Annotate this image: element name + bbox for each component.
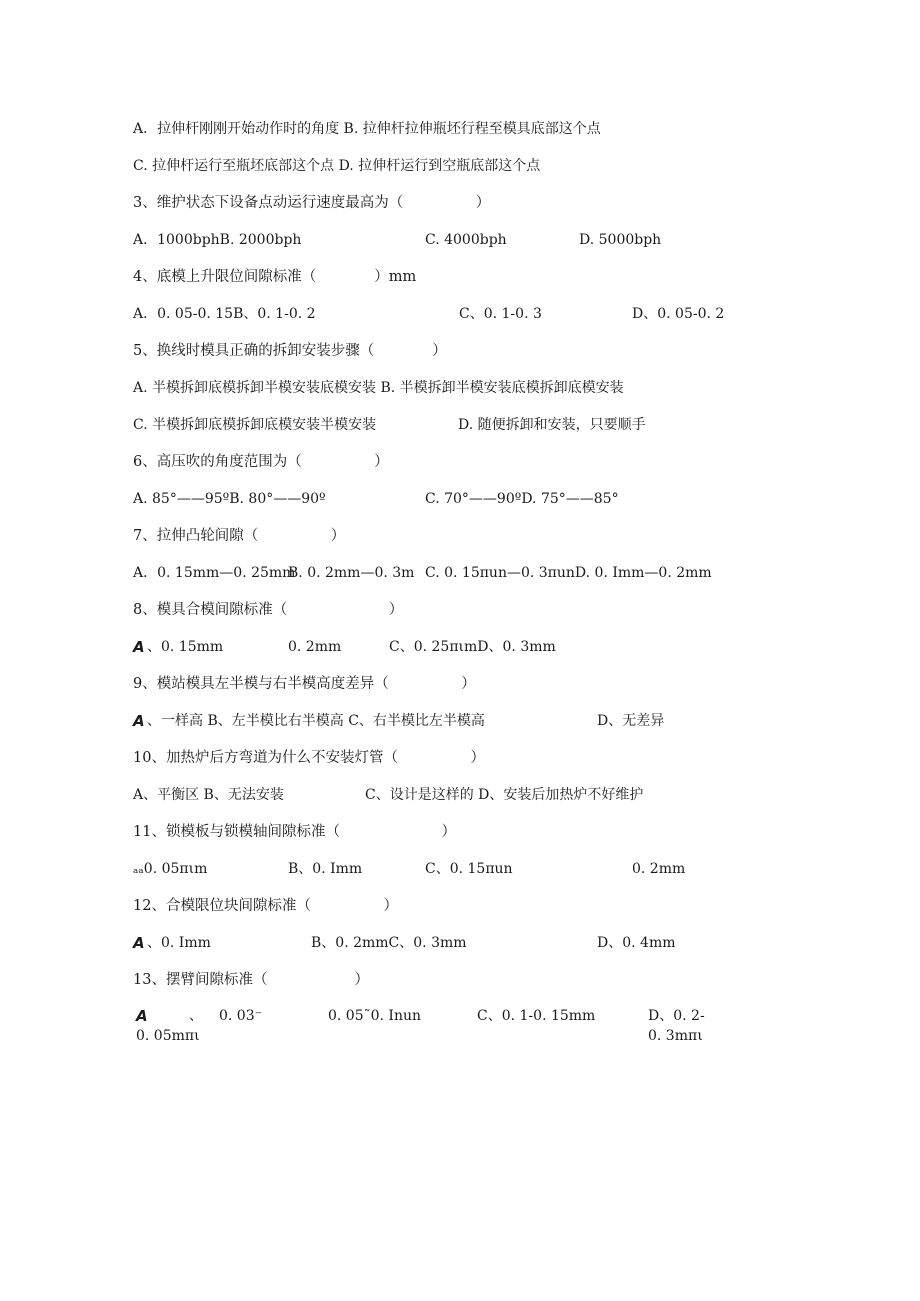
option-c: C. 4000bph — [425, 232, 507, 248]
option-ab: A. 85°——95ºB. 80°——90º — [133, 491, 326, 507]
option-d-end: 0. 3mπι — [648, 1028, 703, 1044]
option-b: 0. 2mm — [288, 639, 342, 655]
option-a: ₐₐ0. 05πιm — [133, 861, 208, 877]
question-4-options — [133, 305, 833, 323]
option-a-value-end: 0. 05mπι — [136, 1028, 200, 1044]
option-c: C、0. 15πun — [425, 861, 513, 877]
question-4-stem: 4、底模上升限位间隙标准（ ）mm — [133, 269, 417, 285]
option-a: A．0. 15mm—0. 25mm — [133, 565, 296, 581]
option-cd: C、0. 25πιmD、0. 3mm — [389, 639, 556, 655]
question-12-options — [133, 934, 833, 952]
option-a-letter: A — [136, 1007, 148, 1025]
question-10-stem: 10、加热炉后方弯道为什么不安装灯管（ ） — [133, 750, 485, 766]
question-12-stem: 12、合模限位块间隙标准（ ） — [133, 898, 398, 914]
option-b: B、0. Imm — [288, 861, 363, 877]
option-abc: 、一样高 B、左半模比右半模高 C、右半模比左半模高 — [147, 713, 485, 729]
option-cd: C. 70°——90ºD. 75°——85° — [425, 491, 619, 507]
question-11-stem: 11、锁模板与锁模轴间隙标准（ ） — [133, 824, 456, 840]
question-7-options — [133, 564, 833, 582]
question-13-stem: 13、摆臂间隙标准（ ） — [133, 972, 369, 988]
option-ab: A．1000bphB. 2000bph — [133, 232, 302, 248]
question-8-stem: 8、模具合模间隙标准（ ） — [133, 602, 404, 618]
question-9-options — [133, 712, 833, 730]
option-a: 、0. 15mm — [147, 639, 224, 655]
option-b: B. 0. 2mm—0. 3m — [288, 565, 415, 581]
option-c: C. 半模拆卸底模拆卸底模安装半模安装 — [133, 417, 377, 433]
question-5-options-ab: A. 半模拆卸底模拆卸半模安装底模安装 B. 半模拆卸半模安装底模拆卸底模安装 — [133, 380, 624, 396]
question-9-stem: 9、模站模具左半模与右半模高度差异（ ） — [133, 676, 476, 692]
option-a-value-start: 0. 03⁻ — [219, 1008, 263, 1024]
question-13-options — [133, 1007, 853, 1047]
option-d: D、0. 05-0. 2 — [632, 306, 725, 322]
question-5-options-cd — [133, 416, 833, 434]
q2-options-cd: C. 拉伸杆运行至瓶坯底部这个点 D. 拉伸杆运行到空瓶底部这个点 — [133, 158, 541, 174]
option-c: C、0. 1-0. 3 — [459, 306, 542, 322]
option-cd: C、设计是这样的 D、安装后加热炉不好维护 — [365, 787, 644, 803]
question-3-stem: 3、维护状态下设备点动运行速度最高为（ ） — [133, 195, 491, 211]
option-d: D. 随便拆卸和安装，只要顺手 — [458, 417, 646, 433]
option-ab: A、平衡区 B、无法安装 — [133, 787, 284, 803]
question-5-stem: 5、换线时模具正确的拆卸安装步骤（ ） — [133, 343, 447, 359]
option-a-letter: A — [133, 934, 145, 952]
option-c: C、0. 1-0. 15mm — [477, 1008, 596, 1024]
option-d: D、0. 4mm — [597, 935, 676, 951]
question-3-options — [133, 231, 833, 249]
option-a-letter: A — [133, 638, 145, 656]
option-a: 、0. Imm — [147, 935, 211, 951]
question-6-options — [133, 490, 833, 508]
option-d: D、无差异 — [597, 713, 665, 729]
option-a-separator: 、 — [189, 1008, 203, 1024]
option-d-start: D、0. 2- — [648, 1008, 705, 1024]
question-7-stem: 7、拉伸凸轮间隙（ ） — [133, 528, 346, 544]
question-10-options — [133, 786, 833, 804]
option-bc: B、0. 2mmC、0. 3mm — [311, 935, 467, 951]
option-b: 0. 05˜0. Inun — [328, 1008, 422, 1024]
option-cd: C. 0. 15πun—0. 3πunD. 0. Imm—0. 2mm — [425, 565, 712, 581]
question-8-options — [133, 638, 833, 656]
question-6-stem: 6、高压吹的角度范围为（ ） — [133, 454, 389, 470]
option-ab: A．0. 05-0. 15B、0. 1-0. 2 — [133, 306, 316, 322]
question-11-options — [133, 860, 833, 878]
option-d: D. 5000bph — [579, 232, 662, 248]
option-d: 0. 2mm — [632, 861, 686, 877]
option-a-letter: A — [133, 712, 145, 730]
q2-options-ab: A．拉伸杆刚刚开始动作时的角度 B. 拉伸杆拉伸瓶坯行程至模具底部这个点 — [133, 121, 601, 137]
